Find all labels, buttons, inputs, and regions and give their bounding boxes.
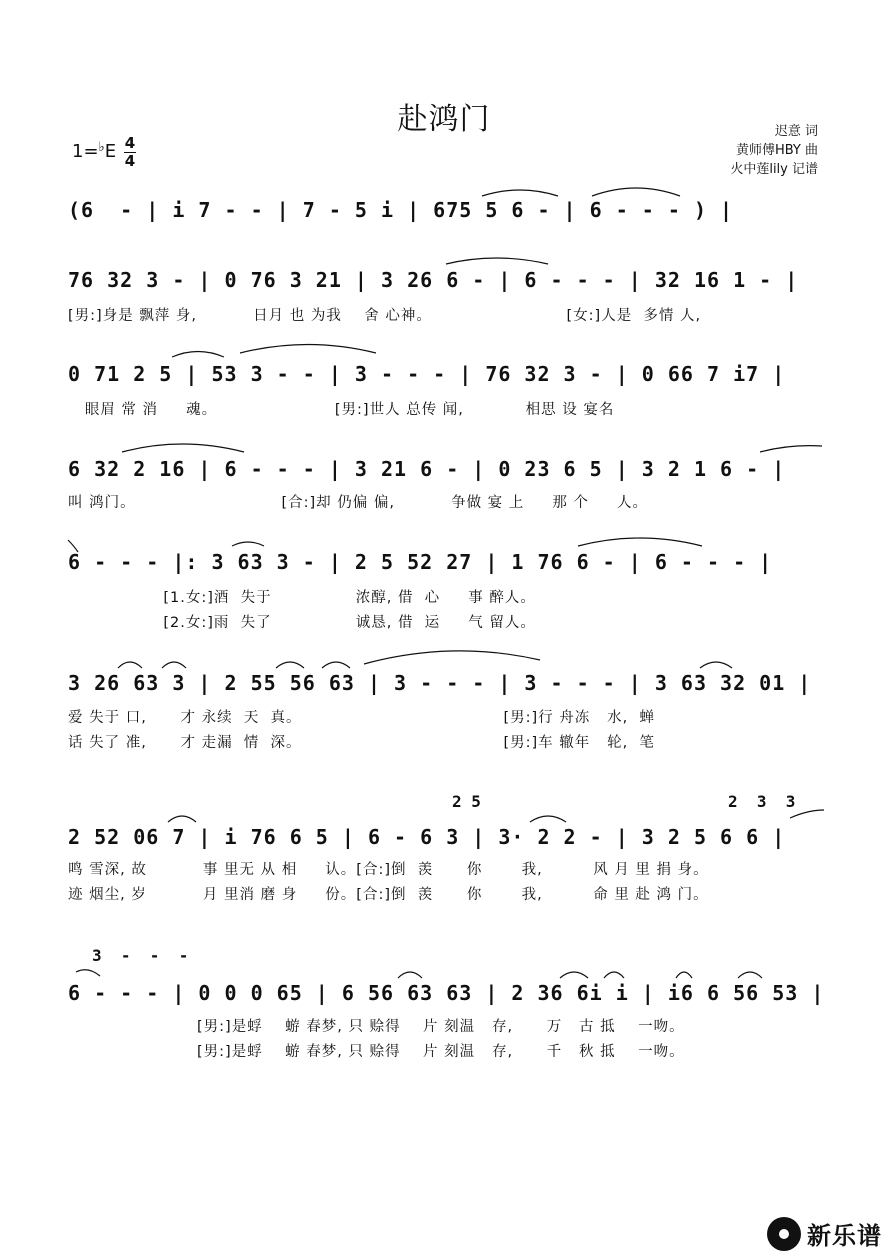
slur xyxy=(790,810,824,818)
score-row-3 xyxy=(68,362,825,418)
notation-line: (6 - | i 7 - - | 7 - 5 i | 675 5 6 - | 6 - - - ) | xyxy=(68,198,734,222)
slur xyxy=(760,446,822,452)
slur xyxy=(578,538,702,546)
lyric-line-verse-1: [男:]是蜉 蝣 春梦, 只 赊得 片 刻温 存, 万 古 抵 一吻。 xyxy=(68,1019,685,1035)
score-row-2 xyxy=(68,268,825,324)
slur xyxy=(232,542,264,546)
lyric-line: [男:]身是 飘萍 身, 日月 也 为我 舍 心神。 [女:]人是 多情 人, xyxy=(68,308,702,324)
lyric-line: 眼眉 常 消 魂。 [男:]世人 总传 闻, 相思 设 宴名 xyxy=(68,402,615,418)
slur xyxy=(172,352,224,358)
transcriber-credit: 火中莲lily 记谱 xyxy=(730,162,818,177)
slur xyxy=(364,651,540,664)
upper-voice-notes: 3 - - - xyxy=(92,946,189,965)
notation-line: 6 32 2 16 | 6 - - - | 3 21 6 - | 0 23 6 5 | 3 2 1 6 - | xyxy=(68,457,786,481)
notation-line: 6 - - - |: 3 63 3 - | 2 5 52 27 | 1 76 6 - | 6 - - - | xyxy=(68,550,773,574)
slur xyxy=(700,662,732,668)
brand-logo xyxy=(767,1216,882,1251)
score-row-4 xyxy=(68,457,825,511)
lyric-line: 叫 鸿门。 [合:]却 仍偏 偏, 争做 宴 上 那 个 人。 xyxy=(68,495,648,511)
lyric-line-verse-1: 鸣 雪深, 故 事 里无 从 相 认。[合:]倒 羡 你 我, 风 月 里 捐 身。 xyxy=(68,862,709,878)
lyric-line-verse-1: [1.女:]酒 失于 浓醇, 借 心 事 醉人。 xyxy=(68,590,536,606)
brand-name: 新乐谱 xyxy=(807,1222,882,1250)
notation-line: 2 52 06 7 | i 76 6 5 | 6 - 6 3 | 3· 2 2 - | 3 2 5 6 6 | xyxy=(68,825,786,849)
slur xyxy=(560,972,588,978)
slur xyxy=(276,662,304,668)
slur xyxy=(604,972,624,978)
slur xyxy=(118,662,142,668)
score-row-1 xyxy=(68,198,825,238)
score-row-6 xyxy=(68,671,825,751)
upper-voice-notes: 2 5 xyxy=(452,792,481,811)
time-signature xyxy=(124,136,136,169)
key-note: E xyxy=(104,141,117,162)
slur xyxy=(738,972,762,978)
composer-credit: 黄师傅HBY 曲 xyxy=(735,143,818,158)
slur xyxy=(446,258,548,264)
credits xyxy=(730,122,818,179)
notation-line: 6 - - - | 0 0 0 65 | 6 56 63 63 | 2 36 6i i | i6 6 56 53 | xyxy=(68,981,825,1005)
slur xyxy=(530,816,566,822)
upper-voice-notes: 2 3 3 xyxy=(728,792,796,811)
key-signature xyxy=(72,140,116,162)
record-disc-icon xyxy=(767,1217,801,1251)
slur xyxy=(76,970,100,976)
slur xyxy=(676,972,692,978)
slur xyxy=(240,345,376,354)
meter-bottom: 4 xyxy=(124,152,136,170)
lyric-line-verse-2: 迹 烟尘, 岁 月 里消 磨 身 份。[合:]倒 羡 你 我, 命 里 赴 鸿 门。 xyxy=(68,887,709,903)
slur xyxy=(322,662,350,668)
slur xyxy=(592,188,680,196)
slur xyxy=(162,662,186,668)
lyric-line-verse-2: [男:]是蜉 蝣 春梦, 只 赊得 片 刻温 存, 千 秋 抵 一吻。 xyxy=(68,1044,685,1060)
notation-line: 0 71 2 5 | 53 3 - - | 3 - - - | 76 32 3 - | 0 66 7 i7 | xyxy=(68,362,786,386)
score-row-8 xyxy=(68,981,825,1060)
meter-top: 4 xyxy=(124,134,136,152)
slur xyxy=(122,444,244,452)
slur xyxy=(398,972,422,978)
lyric-line-verse-1: 爱 失于 口, 才 永续 天 真。 [男:]行 舟冻 水, 蝉 xyxy=(68,710,655,726)
page-title: 赴鸿门 xyxy=(397,102,491,137)
key-prefix: 1= xyxy=(72,141,99,162)
score-row-7 xyxy=(68,825,825,903)
slur xyxy=(482,190,558,196)
lyric-line-verse-2: [2.女:]雨 失了 诚恳, 借 运 气 留人。 xyxy=(68,615,536,631)
lyric-line-verse-2: 话 失了 准, 才 走漏 情 深。 [男:]车 辙年 轮, 笔 xyxy=(68,735,655,751)
flat-sign: ♭ xyxy=(98,140,105,155)
slur xyxy=(168,816,196,822)
score-row-5 xyxy=(68,550,825,631)
lyricist-credit: 迟意 词 xyxy=(774,124,818,139)
notation-line: 76 32 3 - | 0 76 3 21 | 3 26 6 - | 6 - - - | 32 16 1 - | xyxy=(68,268,799,292)
notation-line: 3 26 63 3 | 2 55 56 63 | 3 - - - | 3 - - - | 3 63 32 01 | xyxy=(68,671,812,695)
